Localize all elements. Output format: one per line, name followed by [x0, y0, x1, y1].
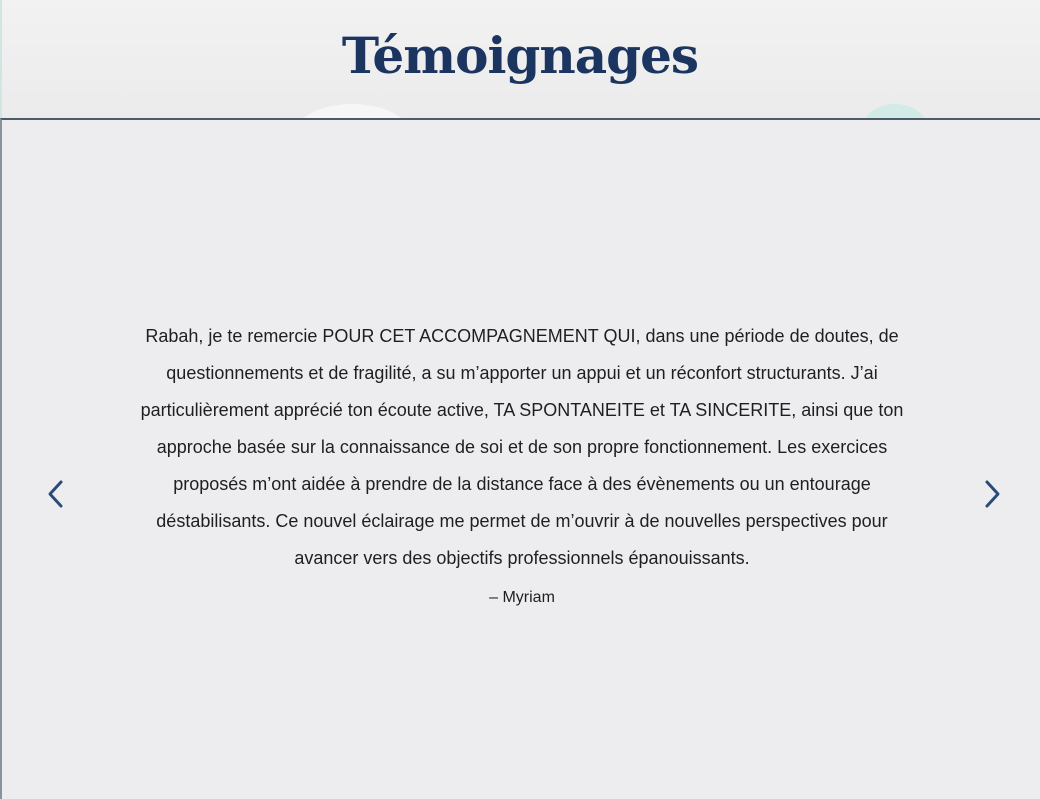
chevron-right-icon	[984, 479, 1002, 509]
testimonial-carousel	[0, 118, 1040, 799]
carousel-prev-button[interactable]	[40, 474, 70, 514]
chevron-left-icon	[46, 479, 64, 509]
testimonial-quote: Rabah, je te remercie POUR CET ACCOMPAGNEMENT QUI, dans une période de doutes, de questionnements et de fragilité, a su m’apporter un appui et un réconfort structurants. J’ai particulièrement apprécié ton écoute active, TA SPONTANEITE et TA SINCERITE, ainsi que ton approche basée sur la connaissance de soi et de son propre fonctionnement. Les exercices proposés m’ont aidée à prendre de la distance face à des évènements ou un entourage déstabilisants. Ce nouvel éclairage me permet de m’ouvrir à de nouvelles perspectives pour avancer vers des objectifs professionnels épanouissants.	[140, 326, 904, 568]
carousel-next-button[interactable]	[978, 474, 1008, 514]
testimonial-author: – Myriam	[489, 589, 555, 606]
section-header	[0, 0, 1040, 120]
section-title: Témoignages	[341, 26, 699, 85]
testimonial-slide	[134, 318, 910, 607]
